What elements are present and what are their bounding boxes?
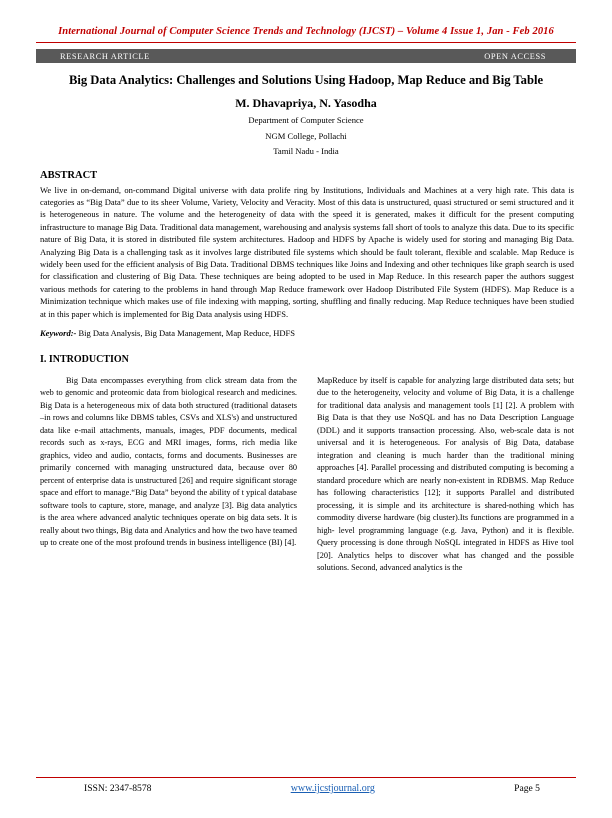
abstract-section xyxy=(40,170,574,338)
abstract-heading: ABSTRACT xyxy=(40,169,98,181)
page-footer xyxy=(36,777,576,794)
section-heading-introduction: I. INTRODUCTION xyxy=(40,353,129,365)
body-columns xyxy=(40,375,574,575)
affiliation-department: Department of Computer Science xyxy=(248,115,364,125)
body-column-left xyxy=(40,375,297,575)
paper-page xyxy=(0,26,612,818)
footer-divider xyxy=(36,777,576,778)
article-type-label: RESEARCH ARTICLE xyxy=(60,51,150,61)
paragraph: MapReduce by itself is capable for analyzing large distributed data sets; but due to the heterogeneity, velocity and volume of Big Data, it is a challenge for traditional data analysis and management tools [1] [2]. A problem with Big Data is that they use NoSQL and has no Data Description Language (DDL) and it supports transaction processing. Also, web-scale data is not universal and it is heterogeneous. For analysis of Big Data, database integration and cleaning is much harder than the traditional mining approaches [4]. Parallel processing and distributed computing is becoming a standard procedure which are nearly non-existent in RDBMS. Map Reduce has following characteristics [12]; it supports Parallel and distributed processing, it is simple and its architecture is shared-nothing which has commodity diverse hardware (big cluster).Its functions are programmed in a high- level programming language (e.g. Java, Python) and it is flexible. Query processing is done through NoSQL integrated in HDFS as Hive tool [20]. Analytics helps to discover what has changed and the possible solutions. Second, advanced analytics is the xyxy=(317,375,574,573)
authors: M. Dhavapriya, N. Yasodha xyxy=(235,96,377,110)
keywords-value: Big Data Analysis, Big Data Management, Map Reduce, HDFS xyxy=(76,327,295,338)
page-title: Big Data Analytics: Challenges and Solutions Using Hadoop, Map Reduce and Big Table xyxy=(68,73,544,87)
paragraph: Big Data encompasses everything from click stream data from the web to genomic and proteomic data from biological research and medicines. Big Data is a heterogeneous mix of data both structured (traditional datasets –in rows and columns like DBMS tables, CSVs and XLS's) and unstructured data like e-mail attachments, manuals, images, PDF documents, medical records such as x-rays, ECG and MRI images, forms, rich media like graphics, video and audio, contacts, forms and documents. Businesses are primarily concerned with managing unstructured data, because over 80 percent of enterprise data is unstructured [26] and require significant storage space and effort to manage.“Big Data” beyond the ability of t ypical database software tools to capture, store, manage, and analyze [3]. Big data analytics is the area where advanced analytic techniques operate on big data sets. It is really about two things, Big data and Analytics and how the two have teamed up to create one of the most profound trends in business intelligence (BI) [4]. xyxy=(40,375,297,548)
affiliation-location: Tamil Nadu - India xyxy=(273,146,339,156)
footer-row xyxy=(36,783,576,794)
page-number: Page 5 xyxy=(514,783,540,794)
open-access-label: OPEN ACCESS xyxy=(484,51,546,61)
title-block xyxy=(54,72,558,158)
issn-label: ISSN: 2347-8578 xyxy=(84,783,152,794)
article-status-bar xyxy=(36,49,576,63)
keywords-label: Keyword:- xyxy=(40,327,77,338)
affiliation-college: NGM College, Pollachi xyxy=(265,130,347,141)
body-column-right xyxy=(317,375,574,575)
keywords-line xyxy=(40,328,574,338)
journal-website-link[interactable]: www.ijcstjournal.org xyxy=(290,783,375,794)
abstract-text: We live in on-demand, on-command Digital universe with data prolife ring by Institutions, Individuals and Machines at a very high rate. This data is categories as “Big Data” due to its sheer Volume, Variety, Velocity and Veracity. Most of this data is unstructured, quasi structured or semi structured and it is heterogeneous in nature. The volume and the heterogeneity of data with the speed it is generated, makes it difficult for the present computing infrastructure to manage Big Data. Traditional data management, warehousing and analysis systems fall short of tools to analyze this data. Due to its specific nature of Big Data, it is stored in distributed file system architectures. Hadoop and HDFS by Apache is widely used for storing and managing Big Data. Analyzing Big Data is a challenging task as it involves large distributed file systems which should be fault tolerant, flexible and scalable. Map Reduce is widely been used for the efficient analysis of Big Data. Traditional DBMS techniques like Joins and Indexing and other techniques like graph search is used for classification and clustering of Big Data. These techniques are being adopted to be used in Map Reduce. In this research paper the authors suggest various methods for catering to the problems in hand through Map Reduce framework over Hadoop Distributed File System (HDFS). Map Reduce is a Minimization technique which makes use of file indexing with mapping, sorting, shuffling and finally reducing. Map Reduce techniques have been studied at in this paper which is implemented for Big Data analysis using HDFS. xyxy=(40,184,574,319)
journal-header: International Journal of Computer Science Trends and Technology (IJCST) – Volume 4 Issue 1, Jan - Feb 2016 xyxy=(36,26,576,43)
